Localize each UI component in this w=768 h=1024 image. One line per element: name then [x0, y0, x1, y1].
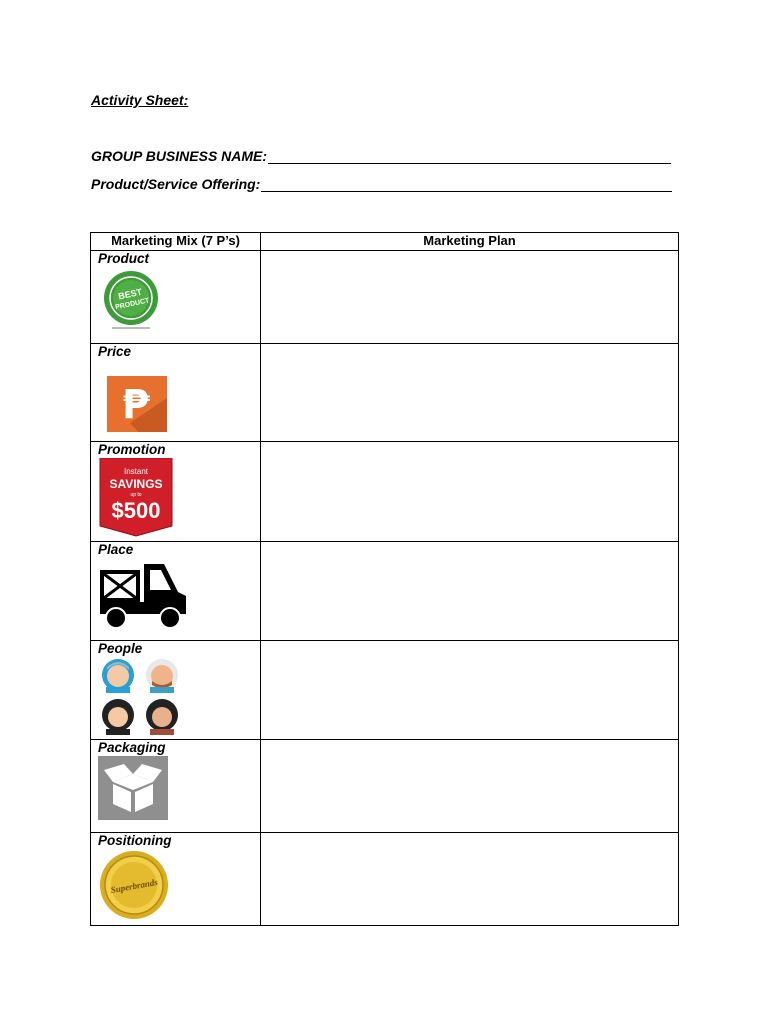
mix-label-packaging: Packaging	[98, 740, 166, 755]
plan-cell-promotion[interactable]	[261, 442, 679, 542]
svg-text:$500: $500	[111, 498, 161, 523]
mix-cell-product	[91, 251, 261, 344]
delivery-truck-icon	[98, 558, 190, 634]
mix-cell-packaging	[91, 740, 261, 833]
mix-label-positioning: Positioning	[98, 833, 172, 848]
mix-cell-price	[91, 344, 261, 442]
plan-cell-place[interactable]	[261, 542, 679, 641]
open-box-icon	[98, 756, 168, 820]
table-header-row	[91, 233, 679, 251]
superbrands-seal-icon	[98, 849, 170, 923]
plan-cell-price[interactable]	[261, 344, 679, 442]
table-row	[91, 833, 679, 926]
mix-label-people: People	[98, 641, 143, 656]
svg-text:PRODUCT: PRODUCT	[114, 297, 151, 312]
group-business-name-label: GROUP BUSINESS NAME:	[91, 148, 268, 164]
plan-cell-people[interactable]	[261, 641, 679, 740]
best-product-seal-icon	[98, 267, 164, 333]
group-business-name-blank[interactable]	[268, 149, 671, 164]
mix-cell-place	[91, 542, 261, 641]
customer-service-people-icon	[98, 657, 186, 737]
product-service-offering-blank[interactable]	[261, 177, 672, 192]
svg-text:SAVINGS: SAVINGS	[109, 477, 163, 491]
table-row	[91, 344, 679, 442]
product-service-offering-field	[91, 176, 672, 192]
product-service-offering-label: Product/Service Offering:	[91, 176, 261, 192]
marketing-mix-header: Marketing Mix (7 P’s)	[91, 233, 261, 251]
svg-text:Instant: Instant	[123, 467, 149, 476]
mix-cell-people	[91, 641, 261, 740]
svg-text:₱: ₱	[122, 382, 150, 428]
mix-label-promotion: Promotion	[98, 442, 166, 457]
table-row	[91, 641, 679, 740]
table-row	[91, 251, 679, 344]
mix-label-product: Product	[98, 251, 150, 266]
mix-label-price: Price	[98, 344, 132, 359]
peso-sign-icon	[98, 368, 168, 438]
plan-cell-packaging[interactable]	[261, 740, 679, 833]
plan-cell-positioning[interactable]	[261, 833, 679, 926]
mix-cell-promotion	[91, 442, 261, 542]
marketing-plan-header: Marketing Plan	[261, 233, 679, 251]
activity-sheet-title: Activity Sheet:	[91, 92, 189, 108]
marketing-mix-table	[90, 232, 679, 926]
plan-cell-product[interactable]	[261, 251, 679, 344]
table-row	[91, 740, 679, 833]
svg-text:BEST: BEST	[117, 286, 143, 302]
group-business-name-field	[91, 148, 671, 164]
mix-label-place: Place	[98, 542, 134, 557]
table-row	[91, 542, 679, 641]
table-row	[91, 442, 679, 542]
instant-savings-banner-icon	[98, 458, 174, 538]
svg-text:Superbrands: Superbrands	[109, 876, 159, 896]
mix-cell-positioning	[91, 833, 261, 926]
svg-text:up to: up to	[130, 492, 142, 498]
